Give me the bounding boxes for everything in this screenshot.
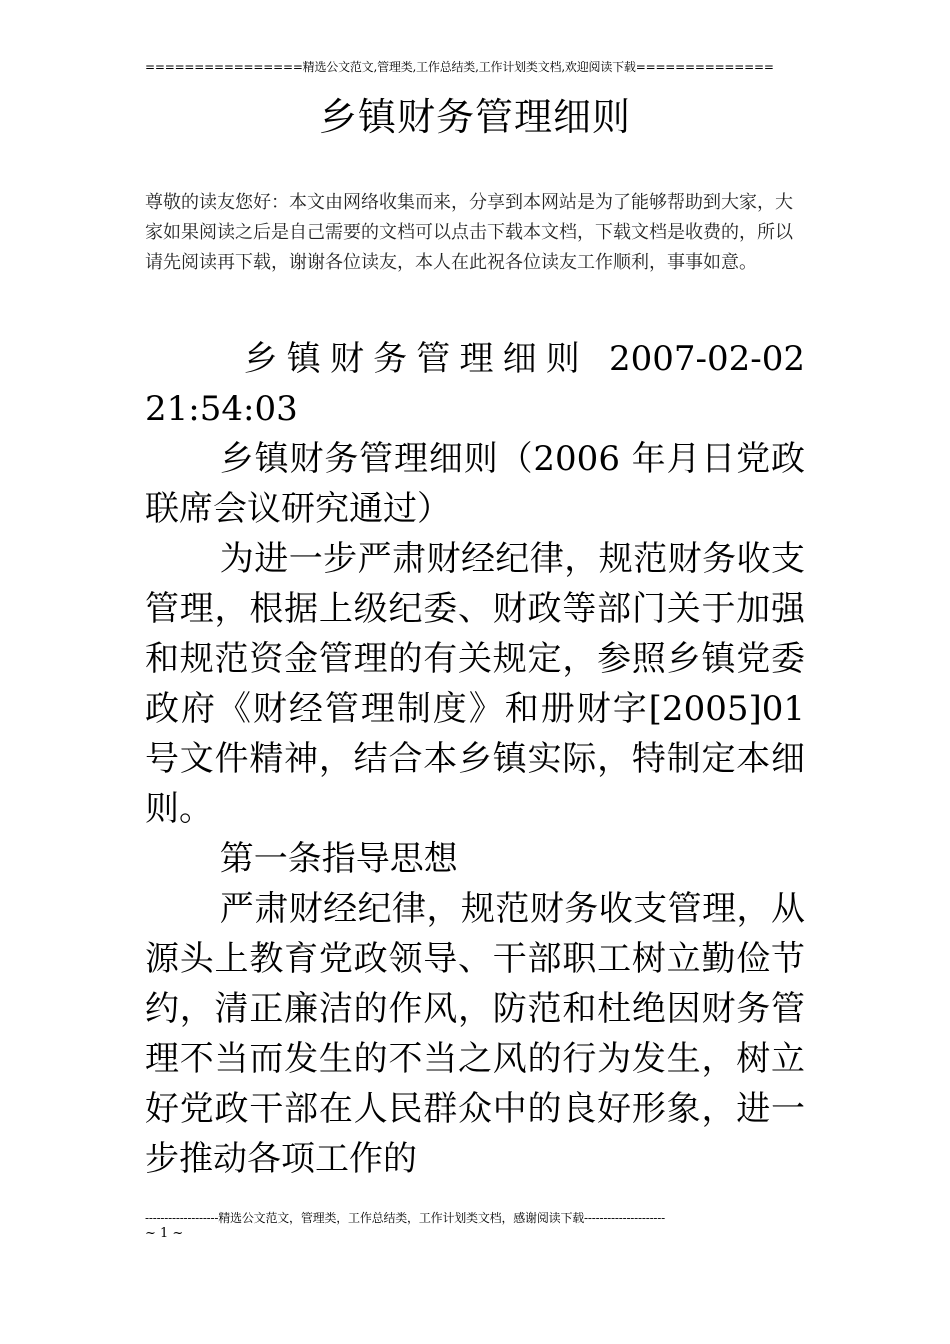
body-paragraph: 乡镇财务管理细则 2007-02-02 21:54:03 xyxy=(145,339,805,429)
reader-notice: 尊敬的读友您好：本文由网络收集而来，分享到本网站是为了能够帮助到大家，大家如果阅读之后是自己需要的文档可以点击下载本文档，下载文档是收费的，所以请先阅读再下载，谢谢各位读友，本人在此祝各位读友工作顺利，事事如意。 xyxy=(145,192,793,273)
document-title: 乡镇财务管理细则 xyxy=(318,95,631,139)
page-number: ~ 1 ~ xyxy=(145,1226,184,1241)
section-heading: 第一条指导思想 xyxy=(219,839,458,879)
body-paragraph: 乡镇财务管理细则（2006 年月日党政联席会议研究通过） xyxy=(145,439,805,529)
body-paragraph: 为进一步严肃财经纪律，规范财务收支管理，根据上级纪委、财政等部门关于加强和规范资金管理的有关规定，参照乡镇党委政府《财经管理制度》和册财字[2005]01 号文件精神，结合本乡镇实际，特制定本细则。 xyxy=(145,539,805,829)
document-body xyxy=(145,334,805,1184)
footer-banner: -------------------精选公文范文，管理类，工作总结类，工作计划类文档，感谢阅读下载--------------------- xyxy=(145,1211,665,1225)
header-banner: ================精选公文范文,管理类,工作总结类,工作计划类文档,欢迎阅读下载============== xyxy=(145,60,774,74)
body-paragraph: 严肃财经纪律，规范财务收支管理，从源头上教育党政领导、干部职工树立勤俭节约，清正廉洁的作风，防范和杜绝因财务管理不当而发生的不当之风的行为发生，树立好党政干部在人民群众中的良好形象，进一步推动各项工作的 xyxy=(145,889,805,1179)
